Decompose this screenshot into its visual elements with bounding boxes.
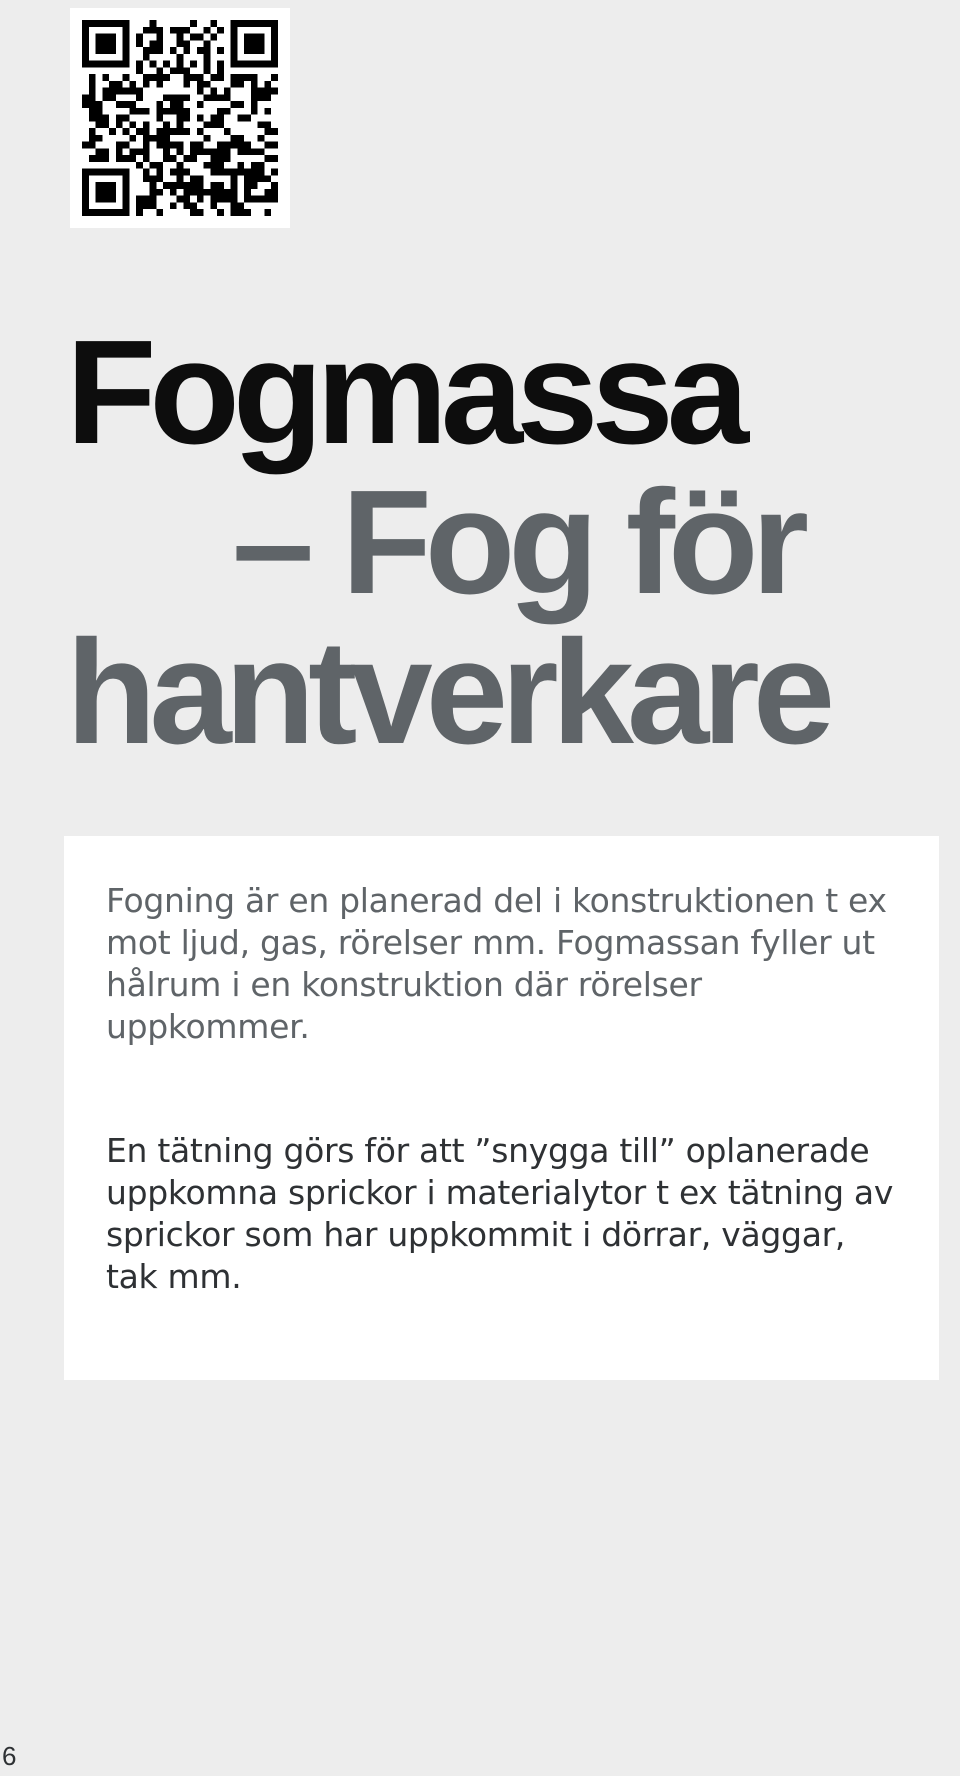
title-line-3: hantverkare: [66, 610, 829, 775]
page-number: 6: [2, 1741, 17, 1771]
paragraph-intro: Fogning är en planerad del i konstruktionen t ex mot ljud, gas, rörelser mm. Fogmassan fyller ut hålrum i en konstruktion där rörelser uppkommer.: [106, 881, 887, 1046]
page-title: [66, 310, 829, 775]
qr-code: [70, 8, 290, 228]
title-line-1: Fogmassa: [66, 310, 743, 475]
qr-code-icon: [82, 20, 278, 216]
text-card: [64, 836, 939, 1380]
paragraph-sealing: En tätning görs för att ”snygga till” oplanerade uppkomna sprickor i materialytor t ex tätning av sprickor som har uppkommit i dörrar, väggar, tak mm.: [106, 1131, 894, 1296]
title-line-2: – Fog för: [232, 460, 803, 625]
